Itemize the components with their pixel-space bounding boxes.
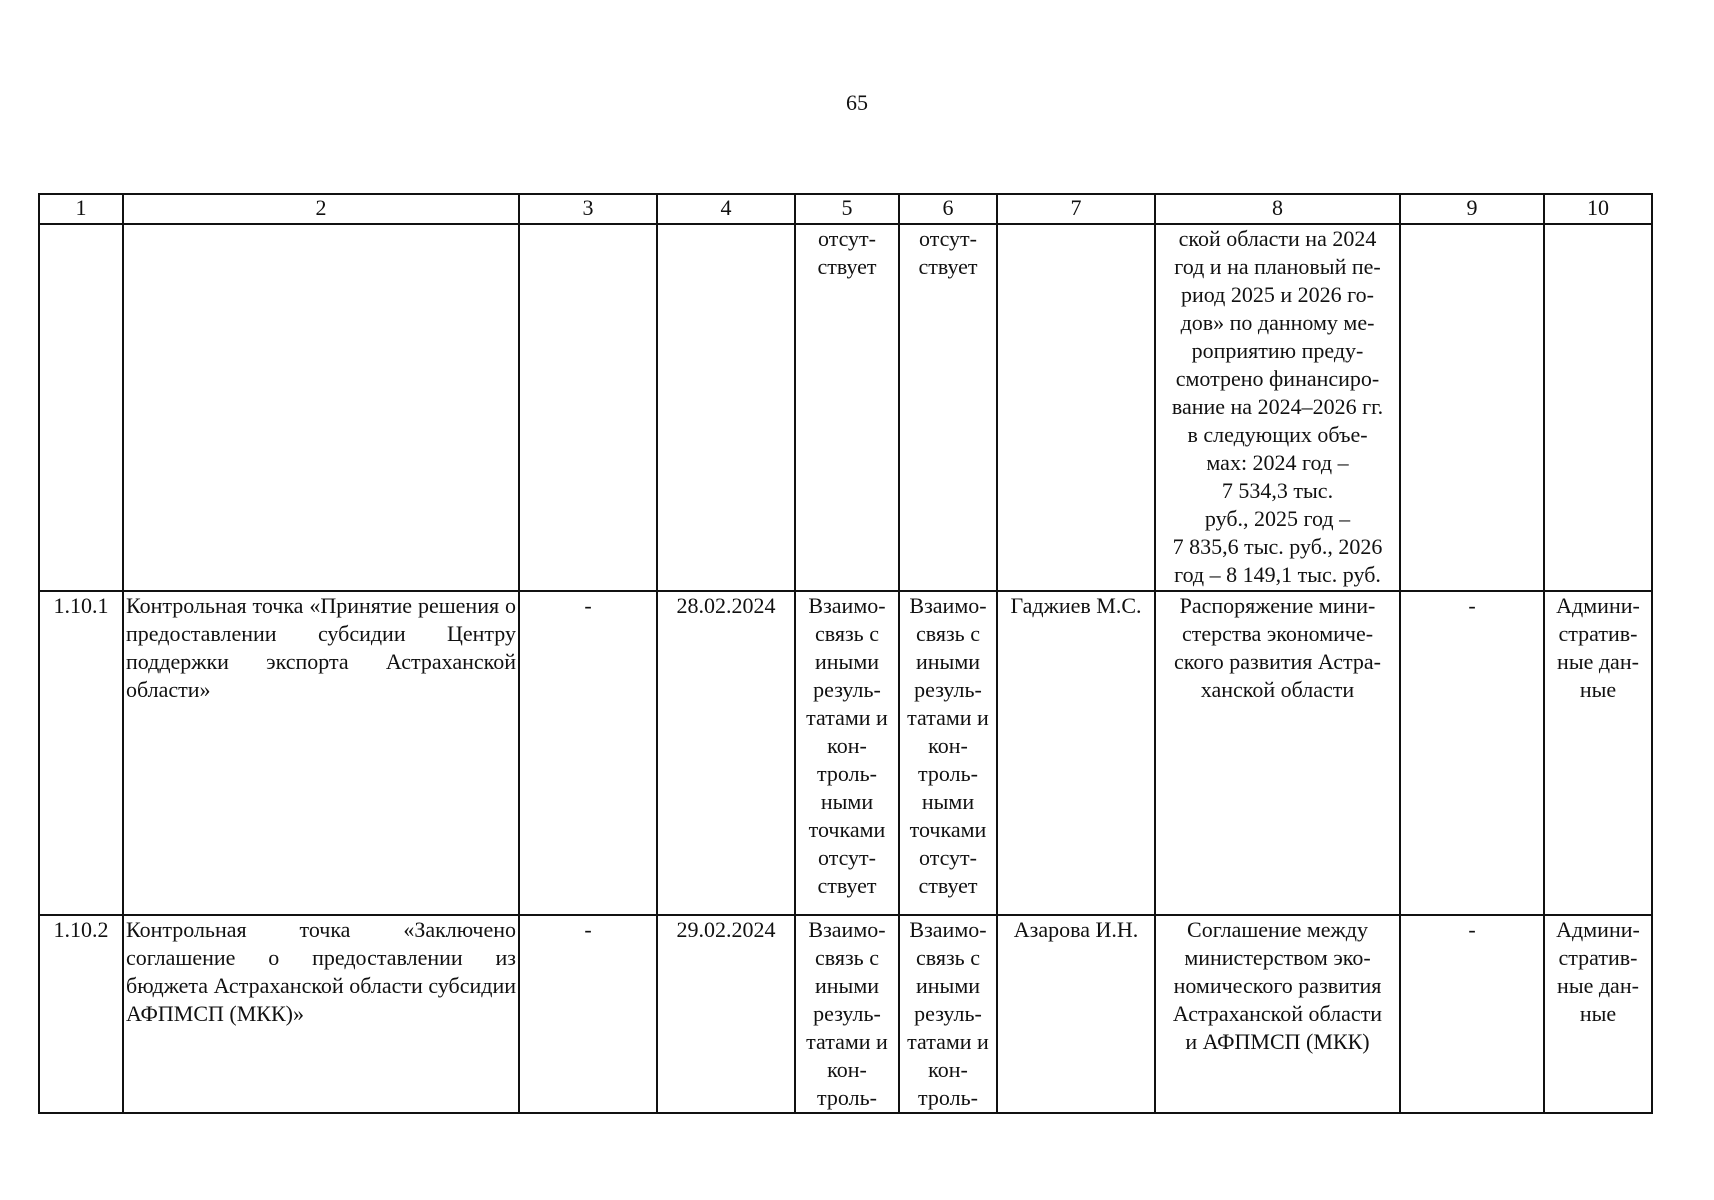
cell-col10: Админи- стратив- ные дан- ные (1544, 915, 1652, 1113)
cell-date (657, 224, 795, 591)
column-header: 5 (795, 194, 899, 224)
column-header: 2 (123, 194, 519, 224)
cell-number (39, 224, 123, 591)
cell-col5: Взаимо- связь с иными резуль- татами и кон- троль- ными точками отсут- ствует (795, 591, 899, 915)
cell-col5: Взаимо- связь с иными резуль- татами и кон- троль- (795, 915, 899, 1113)
cell-date: 29.02.2024 (657, 915, 795, 1113)
cell-col6: Взаимо- связь с иными резуль- татами и кон- троль- (899, 915, 997, 1113)
plan-table (38, 193, 1653, 1114)
cell-responsible (997, 224, 1155, 591)
cell-number: 1.10.1 (39, 591, 123, 915)
cell-col3 (519, 224, 657, 591)
cell-number: 1.10.2 (39, 915, 123, 1113)
table-row (39, 915, 1652, 1113)
cell-name (123, 224, 519, 591)
column-header: 1 (39, 194, 123, 224)
column-header: 8 (1155, 194, 1400, 224)
cell-responsible: Азарова И.Н. (997, 915, 1155, 1113)
cell-responsible: Гаджиев М.С. (997, 591, 1155, 915)
cell-col9: - (1400, 591, 1544, 915)
cell-document: ской области на 2024 год и на плановый пе- риод 2025 и 2026 го- дов» по данному ме- роприятию преду- смотрено финансиро- вание на 2024–2026 гг. в следующих объе- мах: 2024 год – 7 534,3 тыс. руб., 2025 год – 7 835,6 тыс. руб., 2026 год – 8 149,1 тыс. руб. (1155, 224, 1400, 591)
cell-col5: отсут- ствует (795, 224, 899, 591)
cell-col9 (1400, 224, 1544, 591)
column-header: 10 (1544, 194, 1652, 224)
cell-name: Контрольная точка «Принятие решения о предоставлении субсидии Центру поддержки экспорта Астраханской области» (123, 591, 519, 915)
header-row (39, 194, 1652, 224)
column-header: 4 (657, 194, 795, 224)
column-header: 3 (519, 194, 657, 224)
cell-document: Распоряжение мини- стерства экономиче- ского развития Астра- ханской области (1155, 591, 1400, 915)
cell-document: Соглашение между министерством эко- номического развития Астраханской области и АФПМСП (МКК) (1155, 915, 1400, 1113)
cell-col9: - (1400, 915, 1544, 1113)
page-number: 65 (846, 90, 868, 115)
column-header: 7 (997, 194, 1155, 224)
table-row (39, 591, 1652, 915)
cell-col10: Админи- стратив- ные дан- ные (1544, 591, 1652, 915)
cell-col6: отсут- ствует (899, 224, 997, 591)
cell-col3: - (519, 915, 657, 1113)
cell-date: 28.02.2024 (657, 591, 795, 915)
column-header: 9 (1400, 194, 1544, 224)
cell-col6: Взаимо- связь с иными резуль- татами и кон- троль- ными точками отсут- ствует (899, 591, 997, 915)
column-header: 6 (899, 194, 997, 224)
cell-col3: - (519, 591, 657, 915)
cell-name: Контрольная точка «Заключено соглашение о предоставлении из бюджета Астраханской области субсидии АФПМСП (МКК)» (123, 915, 519, 1113)
cell-col10 (1544, 224, 1652, 591)
table-row (39, 224, 1652, 591)
